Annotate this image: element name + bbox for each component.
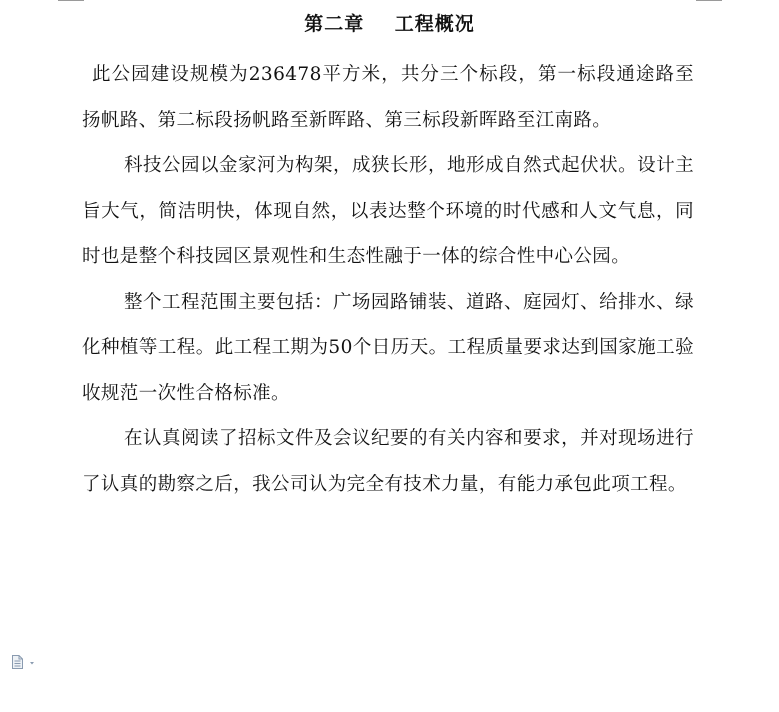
paragraph-4: 在认真阅读了招标文件及会议纪要的有关内容和要求，并对现场进行了认真的勘察之后，我公司认为完全有技术力量，有能力承包此项工程。 [82,428,694,495]
chapter-title: 第二章 工程概况 [304,13,475,35]
paragraph-1: 此公园建设规模为236478平方米，共分三个标段，第一标段通途路至扬帆路、第二标段扬帆路至新晖路、第三标段新晖路至江南路。 [82,64,694,131]
paste-options-button[interactable] [11,654,39,670]
paragraph-2: 科技公园以金家河为构架，成狭长形，地形成自然式起伏状。设计主旨大气，简洁明快，体现自然，以表达整个环境的时代感和人文气息，同时也是整个科技园区景观性和生态性融于一体的综合性中心公园。 [82,155,694,267]
document-paste-options-icon [11,654,39,670]
page-corner-marks [0,0,779,4]
page-corner-mark-right [696,0,722,1]
document-body [82,52,694,507]
page-corner-mark-left [58,0,84,1]
chevron-down-icon [30,662,34,665]
paragraph-3: 整个工程范围主要包括：广场园路铺装、道路、庭园灯、给排水、绿化种植等工程。此工程工期为50个日历天。工程质量要求达到国家施工验收规范一次性合格标准。 [82,291,694,404]
